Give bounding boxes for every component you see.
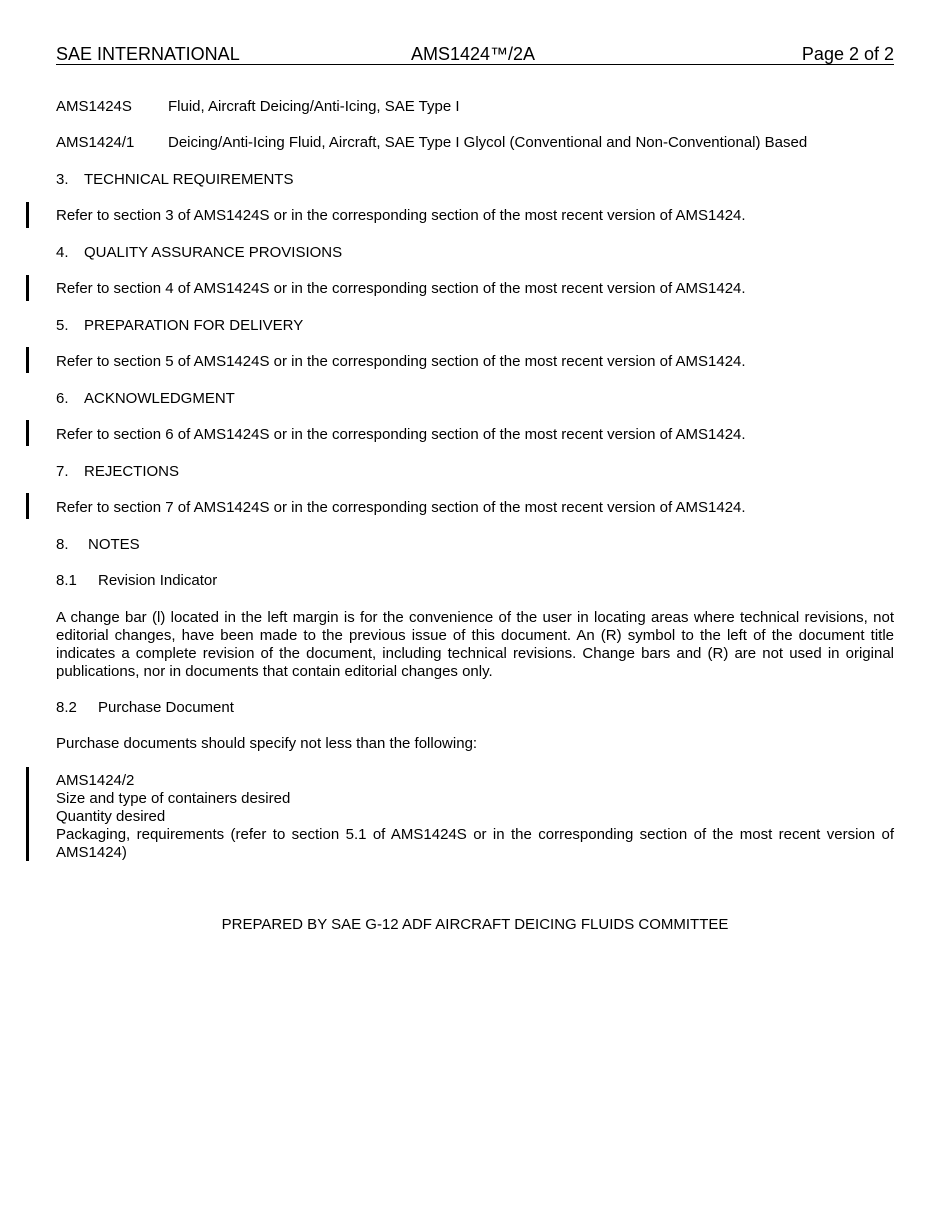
revision-indicator-paragraph: A change bar (l) located in the left margin is for the convenience of the user in locating areas where technical revisions, not editorial changes, have been made to the previous issue of this document. An (R) symbol to the left of the document title indicates a complete revision of the document, including technical revisions. Change bars and (R) are not used in original publications, nor in documents that contain editorial changes only. xyxy=(56,609,894,680)
section-body: Refer to section 4 of AMS1424S or in the corresponding section of the most recent version of AMS1424. xyxy=(56,280,746,297)
list-item: Packaging, requirements (refer to section 5.1 of AMS1424S or in the corresponding section of the most recent version of AMS1424) xyxy=(56,826,894,861)
page-header xyxy=(56,44,894,65)
change-bar xyxy=(26,420,29,446)
section-heading: NOTES xyxy=(88,536,140,553)
header-page-number: Page 2 of 2 xyxy=(801,44,894,64)
list-item: Size and type of containers desired xyxy=(56,790,291,807)
section-number: 8. xyxy=(56,536,69,553)
list-item: Quantity desired xyxy=(56,808,166,825)
section-body: Refer to section 5 of AMS1424S or in the corresponding section of the most recent version of AMS1424. xyxy=(56,353,746,370)
section-number: 6. xyxy=(56,390,69,407)
subsection-number: 8.1 xyxy=(56,572,77,589)
change-bar xyxy=(26,767,29,861)
ref-title: Deicing/Anti-Icing Fluid, Aircraft, SAE Type I Glycol (Conventional and Non-Conventional) Based xyxy=(168,134,808,151)
prepared-by: PREPARED BY SAE G-12 ADF AIRCRAFT DEICING FLUIDS COMMITTEE xyxy=(221,916,729,933)
change-bar xyxy=(26,275,29,301)
ref-code: AMS1424S xyxy=(56,98,132,115)
section-number: 7. xyxy=(56,463,69,480)
list-item: AMS1424/2 xyxy=(56,772,135,789)
section-heading: ACKNOWLEDGMENT xyxy=(84,390,235,407)
header-doc-id: AMS1424™/2A xyxy=(411,44,536,64)
purchase-intro: Purchase documents should specify not less than the following: xyxy=(56,735,478,752)
section-number: 5. xyxy=(56,317,69,334)
section-heading: TECHNICAL REQUIREMENTS xyxy=(84,171,294,188)
section-number: 3. xyxy=(56,171,69,188)
section-heading: REJECTIONS xyxy=(84,463,180,480)
subsection-heading: Revision Indicator xyxy=(98,572,218,589)
subsection-number: 8.2 xyxy=(56,699,77,716)
purchase-list xyxy=(56,772,894,862)
change-bar xyxy=(26,347,29,373)
section-body: Refer to section 3 of AMS1424S or in the corresponding section of the most recent version of AMS1424. xyxy=(56,207,746,224)
header-org: SAE INTERNATIONAL xyxy=(56,44,240,64)
change-bar xyxy=(26,493,29,519)
ref-code: AMS1424/1 xyxy=(56,134,135,151)
section-body: Refer to section 7 of AMS1424S or in the corresponding section of the most recent version of AMS1424. xyxy=(56,499,746,516)
section-number: 4. xyxy=(56,244,69,261)
subsection-heading: Purchase Document xyxy=(98,699,234,716)
change-bar xyxy=(26,202,29,228)
ref-title: Fluid, Aircraft Deicing/Anti-Icing, SAE Type I xyxy=(168,98,460,115)
section-body: Refer to section 6 of AMS1424S or in the corresponding section of the most recent version of AMS1424. xyxy=(56,426,746,443)
section-heading: QUALITY ASSURANCE PROVISIONS xyxy=(84,244,343,261)
section-heading: PREPARATION FOR DELIVERY xyxy=(84,317,304,334)
